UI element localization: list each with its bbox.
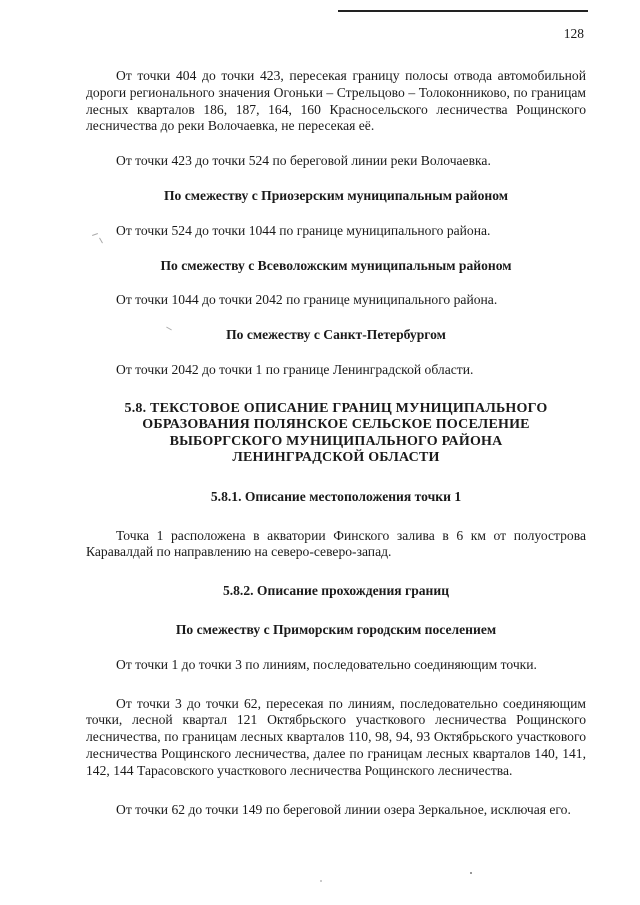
section-title: [86, 401, 586, 467]
subheading: 5.8.2. Описание прохождения границ: [222, 583, 450, 599]
section-title-line: ВЫБОРГСКОГО МУНИЦИПАЛЬНОГО РАЙОНА: [169, 433, 503, 449]
section-title-line: 5.8. ТЕКСТОВОЕ ОПИСАНИЕ ГРАНИЦ МУНИЦИПАЛЬНОГО: [124, 400, 548, 416]
subheading: 5.8.1. Описание местоположения точки 1: [210, 488, 462, 504]
document-body: [86, 68, 586, 818]
paragraph: От точки 524 до точки 1044 по границе муниципального района.: [116, 222, 491, 238]
paragraph: От точки 1044 до точки 2042 по границе муниципального района.: [116, 292, 498, 308]
subheading: По смежеству с Санкт-Петербургом: [226, 327, 446, 343]
paragraph: От точки 1 до точки 3 по линиям, последовательно соединяющим точки.: [116, 656, 537, 672]
page-number: 128: [563, 26, 584, 41]
section-title-line: ОБРАЗОВАНИЯ ПОЛЯНСКОЕ СЕЛЬСКОЕ ПОСЕЛЕНИЕ: [142, 417, 530, 433]
scan-mark: [320, 880, 322, 882]
paragraph: Точка 1 расположена в акватории Финского залива в 6 км от полуострова Каравалдай по направлению на северо-северо-запад.: [86, 527, 586, 560]
subheading: По смежеству с Всеволожским муниципальным районом: [160, 257, 512, 273]
paragraph: От точки 3 до точки 62, пересекая по линиям, последовательно соединяющим точки, лесной квартал 121 Октябрьского участкового лесничества Рощинского лесничества, по границам лесных кварталов 110, 98, 94, 93 Октябрьского участкового лесничества Рощинского лесничества, далее по границам лесных кварталов 140, 141, 142, 144 Тарасовского участкового лесничества Рощинского лесничества.: [86, 695, 586, 778]
paragraph: От точки 404 до точки 423, пересекая границу полосы отвода автомобильной дороги регионального значения Огоньки – Стрельцово – Толоконниково, по границам лесных кварталов 186, 187, 164, 160 Красносельского лесничества Рощинского лесничества до реки Волочаевка, не пересекая её.: [86, 68, 586, 134]
subheading: По смежеству с Приозерским муниципальным районом: [163, 187, 509, 203]
scan-mark: [470, 872, 472, 874]
section-title-line: ЛЕНИНГРАДСКОЙ ОБЛАСТИ: [232, 450, 440, 466]
paragraph: От точки 423 до точки 524 по береговой линии реки Волочаевка.: [116, 153, 491, 169]
paragraph: От точки 62 до точки 149 по береговой линии озера Зеркальное, исключая его.: [116, 801, 571, 817]
subheading: По смежеству с Приморским городским поселением: [175, 621, 497, 637]
header-rule: [338, 10, 588, 12]
paragraph: От точки 2042 до точки 1 по границе Ленинградской области.: [116, 361, 474, 377]
